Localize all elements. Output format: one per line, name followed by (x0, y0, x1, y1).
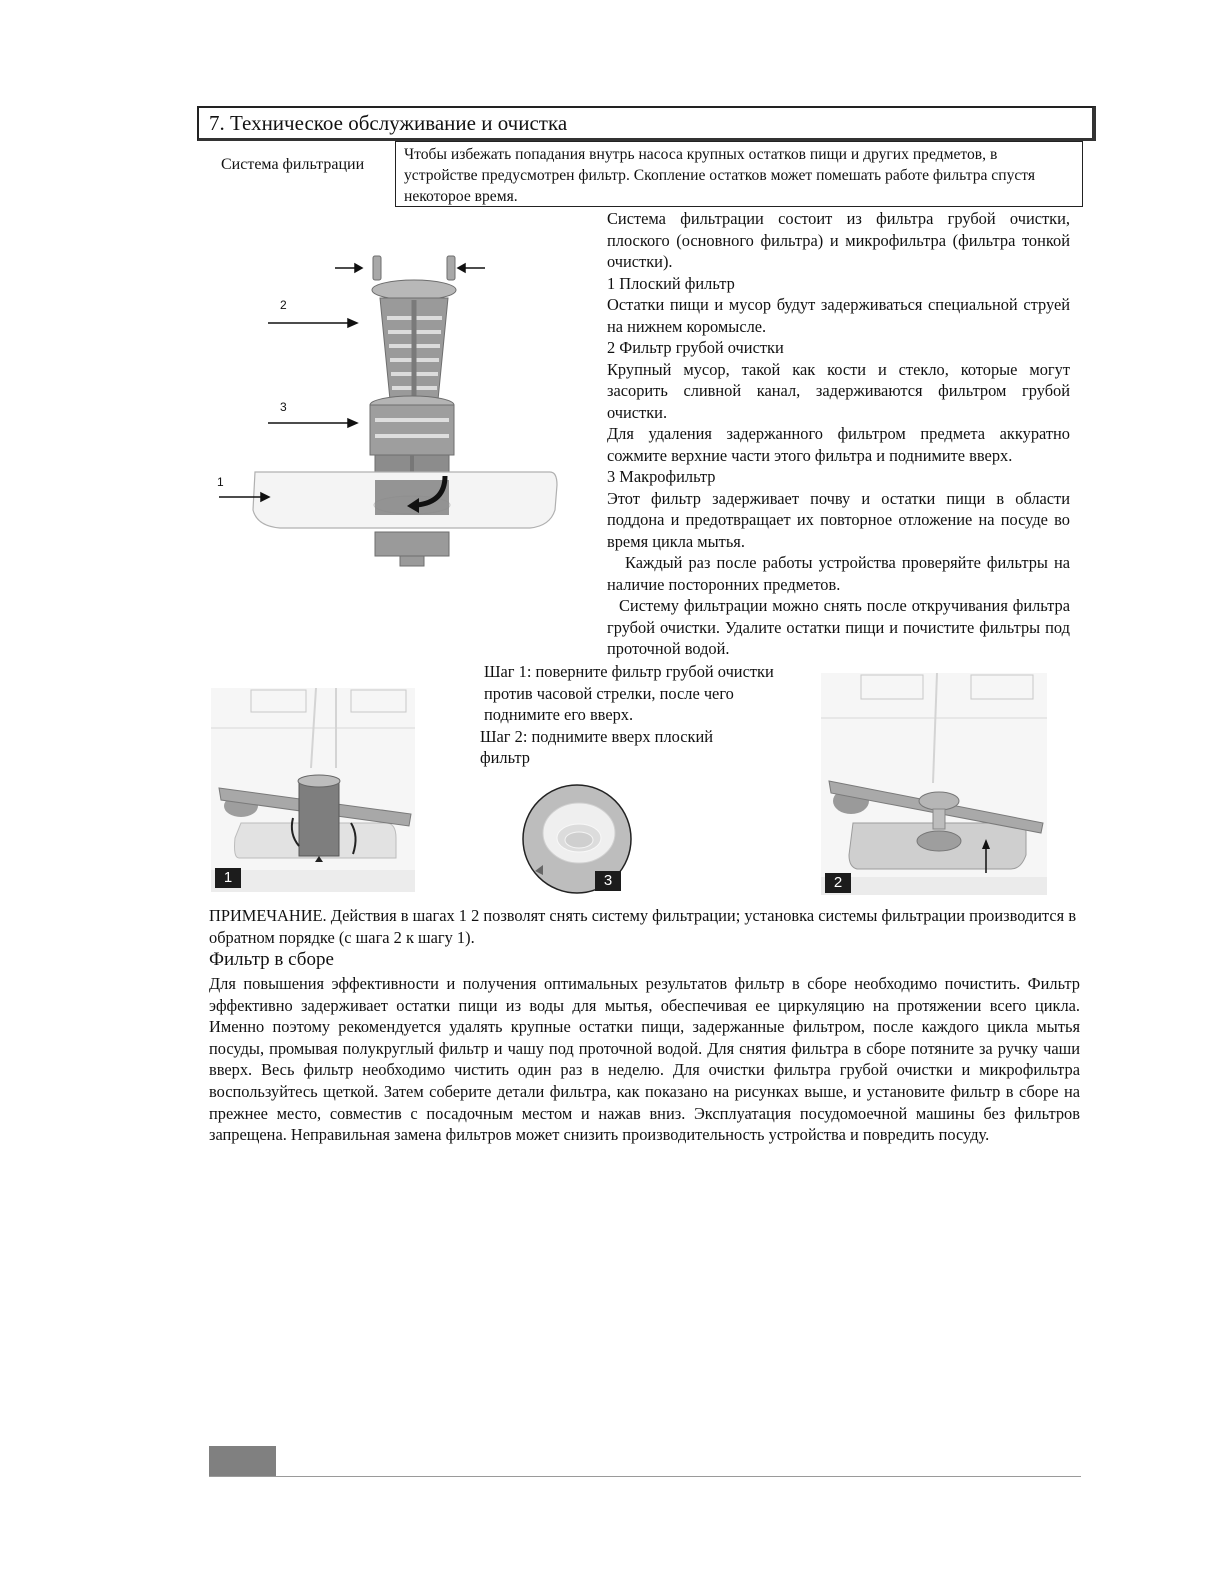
photo-badge-3: 3 (595, 871, 621, 891)
dishwasher-step1-illustration (211, 688, 415, 892)
flat-filter-plate (253, 472, 557, 528)
diagram-label-1: 1 (217, 475, 224, 489)
section-title: 7. Техническое обслуживание и очистка (209, 111, 568, 135)
step-3-detail-photo (521, 783, 633, 895)
check-note: Каждый раз после работы устройства проверяйте фильтры на наличие посторонних предметов. (607, 553, 1070, 594)
step-2-text: Шаг 2: поднимите вверх плоский фильтр (480, 726, 714, 767)
photo-badge-1: 1 (215, 868, 241, 888)
step-2-photo (821, 673, 1047, 895)
filtration-notice-text: Чтобы избежать попадания внутрь насоса крупных остатков пищи и других предметов, в устройстве предусмотрен фильтр. Скопление остатков может помешать работе фильтра спустя некоторое время. (404, 146, 1036, 205)
step-1-text: Шаг 1: поверните фильтр грубой очистки против часовой стрелки, после чего поднимите его вверх. (484, 662, 774, 724)
filter-assembly-illustration (205, 240, 575, 580)
item-2-text: Крупный мусор, такой как кости и стекло, которые могут засорить сливной канал, задерживаются фильтром грубой очистки. (607, 359, 1070, 422)
footer-divider (209, 1476, 1081, 1477)
filtration-intro: Система фильтрации состоит из фильтра грубой очистки, плоского (основного фильтра) и микрофильтра (фильтра тонкой очистки). (607, 209, 1070, 271)
page-number-block (209, 1446, 276, 1476)
filter-exploded-diagram (205, 240, 575, 580)
filtration-side-label: Система фильтрации (221, 156, 365, 173)
assembly-paragraph: Для повышения эффективности и получения оптимальных результатов фильтр в сборе необходимо почистить. Фильтр эффективно задерживает остатки пищи из воды для мытья, обеспечивая ее циркуляцию на протяжении всего цикла. Именно поэтому рекомендуется удалять крупные остатки пищи, задержанные фильтром, после каждого цикла мытья посуды, промывая полукруглый фильтр и чашу под проточной водой. Для снятия фильтра в сборе потяните за ручку чаши вверх. Весь фильтр необходимо чистить один раз в неделю. Для очистки фильтра грубой очистки и микрофильтра воспользуйтесь щеткой. Затем соберите детали фильтра, как показано на рисунках выше, и установите фильтр в сборе на прежнее место, совместив с посадочным местом и нажав вниз. Эксплуатация посудомоечной машины без фильтров запрещена. Неправильная замена фильтров может снизить производительность устройства и повредить посуду. (209, 974, 1080, 1145)
filter-bottom-shape (375, 532, 449, 566)
item-1-text: Остатки пищи и мусор будут задерживаться специальной струей на нижнем коромысле. (607, 295, 1070, 336)
section-title-box (197, 106, 1096, 141)
removal-note: Систему фильтрации можно снять после откручивания фильтра грубой очистки. Удалите остатки пищи и почистите фильтры под проточной водой. (607, 596, 1070, 658)
item-1-heading: 1 Плоский фильтр (607, 273, 735, 293)
squeeze-arrows-icon (335, 264, 485, 272)
step-1-photo (211, 688, 415, 892)
steps-instructions (480, 661, 810, 769)
assembly-heading: Фильтр в сборе (209, 949, 334, 970)
item-2-extra: Для удаления задержанного фильтром предмета аккуратно сожмите верхние части этого фильтра и поднимите вверх. (607, 424, 1070, 465)
filtration-description (607, 208, 1070, 660)
item-3-heading: 3 Макрофильтр (607, 467, 716, 486)
diagram-label-3: 3 (280, 400, 287, 414)
filtration-notice-box (395, 141, 1083, 207)
coarse-filter-shape (372, 256, 456, 410)
removal-note-paragraph: ПРИМЕЧАНИЕ. Действия в шагах 1 2 позволят снять систему фильтрации; установка системы фильтрации производится в обратном порядке (с шага 2 к шагу 1). (209, 906, 1077, 947)
dishwasher-step2-illustration (821, 673, 1047, 895)
diagram-label-2: 2 (280, 298, 287, 312)
photo-badge-2: 2 (825, 873, 851, 893)
item-2-heading: 2 Фильтр грубой очистки (607, 338, 784, 357)
item-3-text: Этот фильтр задерживает почву и остатки пищи в области поддона и предотвращает их повторное отложение на посуде во время цикла мытья. (607, 488, 1070, 551)
